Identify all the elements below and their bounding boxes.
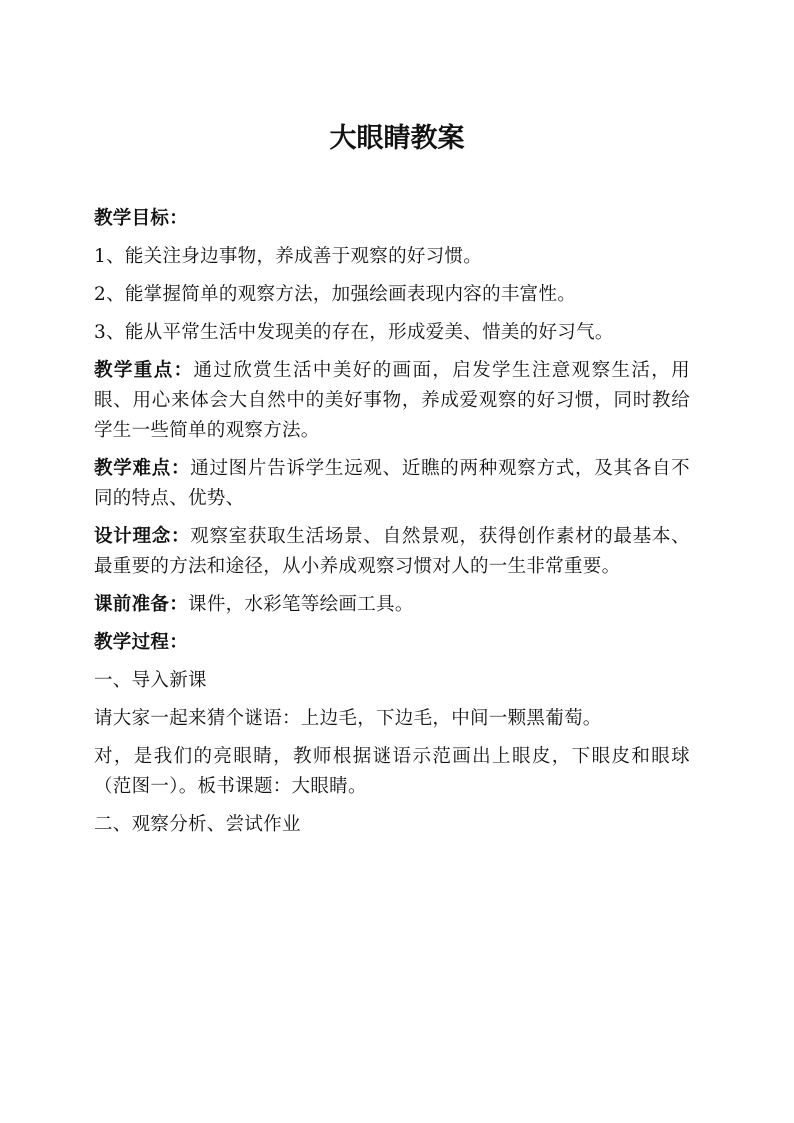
paragraph-riddle-answer — [94, 742, 690, 802]
section-label: 教学目标： — [94, 208, 189, 229]
paragraph-text: 3、能从平常生活中发现美的存在，形成爱美、惜美的好习气。 — [94, 322, 614, 343]
section-label: 设计理念： — [94, 526, 191, 547]
paragraph-teaching-goals-heading — [94, 204, 690, 234]
paragraph-teaching-focus — [94, 356, 690, 446]
paragraph-goal-2 — [94, 280, 690, 310]
paragraph-text: 1、能关注身边事物，养成善于观察的好习惯。 — [94, 246, 483, 267]
section-label: 课前准备： — [94, 594, 189, 615]
paragraph-step-2-heading — [94, 810, 690, 840]
document-title: 大眼睛教案 — [329, 123, 465, 154]
paragraph-text: 观察室获取生活场景、自然景观，获得创作素材的最基本、最重要的方法和途径，从小养成观察习惯对人的一生非常重要。 — [94, 526, 690, 577]
paragraph-riddle — [94, 704, 690, 734]
paragraph-text: 对，是我们的亮眼睛，教师根据谜语示范画出上眼皮，下眼皮和眼球（范图一）。板书课题：大眼睛。 — [94, 746, 690, 797]
paragraph-text: 2、能掌握简单的观察方法，加强绘画表现内容的丰富性。 — [94, 284, 577, 305]
paragraph-teaching-process-heading — [94, 628, 690, 658]
paragraph-text: 课件，水彩笔等绘画工具。 — [188, 594, 414, 615]
paragraph-text: 二、观察分析、尝试作业 — [94, 814, 301, 835]
section-label: 教学重点： — [94, 360, 194, 381]
section-label: 教学难点： — [94, 458, 191, 479]
paragraph-text: 一、导入新课 — [94, 670, 207, 691]
section-label: 教学过程： — [94, 632, 189, 653]
paragraph-design-concept — [94, 522, 690, 582]
paragraph-teaching-difficulty — [94, 454, 690, 514]
document-body — [94, 204, 690, 848]
paragraph-text: 通过图片告诉学生远观、近瞧的两种观察方式，及其各自不同的特点、优势、 — [94, 458, 690, 509]
paragraph-goal-3 — [94, 318, 690, 348]
paragraph-preparation — [94, 590, 690, 620]
paragraph-step-1-heading — [94, 666, 690, 696]
paragraph-text: 请大家一起来猜个谜语：上边毛，下边毛，中间一颗黑葡萄。 — [94, 708, 602, 729]
paragraph-goal-1 — [94, 242, 690, 272]
paragraph-text: 通过欣赏生活中美好的画面，启发学生注意观察生活，用眼、用心来体会大自然中的美好事物，养成爱观察的好习惯，同时教给学生一些简单的观察方法。 — [94, 360, 690, 441]
